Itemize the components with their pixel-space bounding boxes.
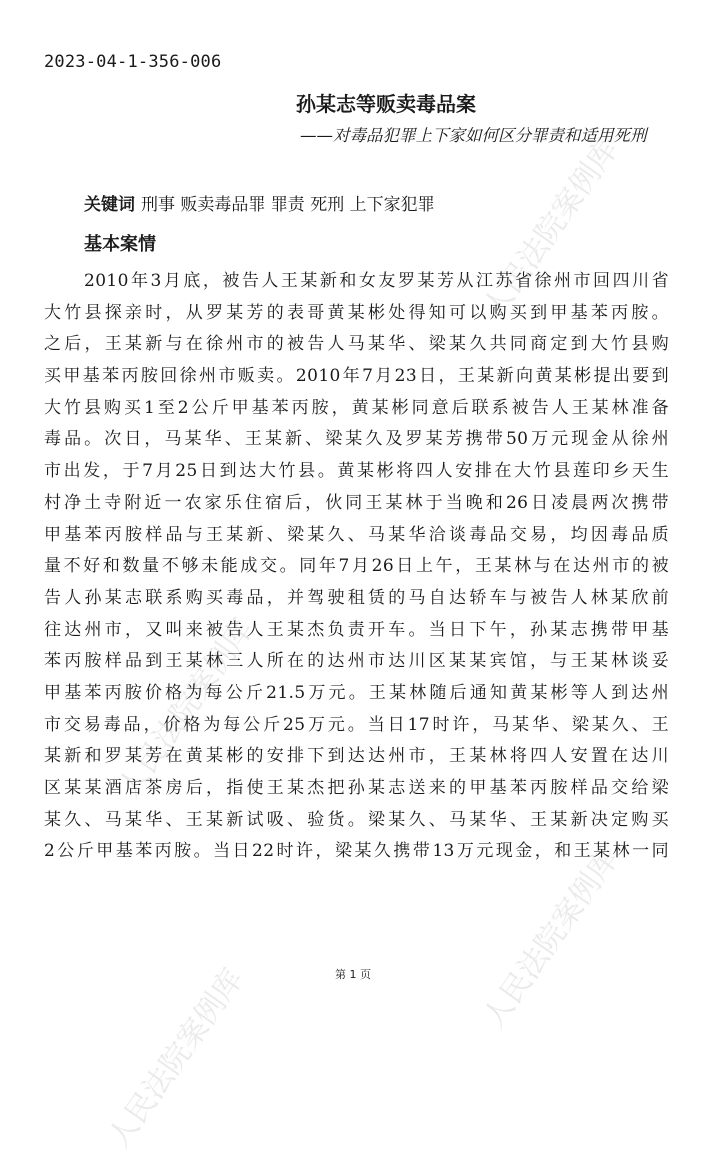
footer-prefix: 第 bbox=[335, 968, 346, 981]
body-line: 区某某酒店茶房后，指使王某杰把孙某志送来的甲基苯丙胺样品交给梁 bbox=[44, 778, 669, 798]
body-line: 村净土寺附近一农家乐住宿后，伙同王某林于当晚和26日凌晨两次携带 bbox=[44, 492, 669, 513]
body-line: 告人孙某志联系购买毒品，并驾驶租赁的马自达轿车与被告人林某欣前 bbox=[44, 587, 669, 608]
watermark: 人民法院案例库 bbox=[111, 612, 261, 805]
keywords-line bbox=[84, 190, 435, 215]
body-line: 2公斤甲基苯丙胺。当日22时许，梁某久携带13万元现金，和王某林一同 bbox=[44, 841, 669, 862]
page-footer bbox=[0, 966, 706, 982]
body-line: 往达州市，又叫来被告人王某杰负责开车。当日下午，孙某志携带甲基 bbox=[44, 619, 669, 640]
watermark: 人民法院案例库 bbox=[101, 962, 251, 1155]
body-paragraph bbox=[44, 266, 669, 868]
body-line: 量不好和数量不够未能成交。同年7月26日上午，王某林与在达州市的被 bbox=[44, 556, 669, 577]
body-line: 某久、马某华、王某新试吸、验货。梁某久、马某华、王某新决定购买 bbox=[44, 809, 669, 830]
section-heading: 基本案情 bbox=[84, 234, 156, 255]
body-line: 大竹县探亲时，从罗某芳的表哥黄某彬处得知可以购买到甲基苯丙胺。 bbox=[44, 302, 669, 323]
body-line: 甲基苯丙胺价格为每公斤21.5万元。王某林随后通知黄某彬等人到达州 bbox=[44, 682, 669, 703]
page-subtitle: ——对毒品犯罪上下家如何区分罪责和适用死刑 bbox=[300, 126, 647, 145]
body-line: 苯丙胺样品到王某林三人所在的达州市达川区某某宾馆，与王某林谈妥 bbox=[44, 651, 669, 672]
body-line: 市交易毒品，价格为每公斤25万元。当日17时许，马某华、梁某久、王 bbox=[44, 714, 669, 735]
body-line: 2010年3月底，被告人王某新和女友罗某芳从江苏省徐州市回四川省 bbox=[84, 271, 669, 291]
watermark: 人民法院案例库 bbox=[476, 132, 626, 325]
case-number: 2023-04-1-356-006 bbox=[44, 52, 222, 72]
body-line: 买甲基苯丙胺回徐州市贩卖。2010年7月23日，王某新向黄某彬提出要到 bbox=[44, 366, 669, 387]
body-line: 市出发，于7月25日到达大竹县。黄某彬将四人安排在大竹县莲印乡天生 bbox=[44, 461, 669, 482]
body-line: 某新和罗某芳在黄某彬的安排下到达达州市，王某林将四人安置在达川 bbox=[44, 746, 669, 767]
keywords-label: 关键词 bbox=[84, 195, 135, 215]
keywords-terms: 刑事 贩卖毒品罪 罪责 死刑 上下家犯罪 bbox=[141, 195, 435, 215]
body-line: 毒品。次日，马某华、王某新、梁某久及罗某芳携带50万元现金从徐州 bbox=[44, 429, 669, 450]
body-line: 甲基苯丙胺样品与王某新、梁某久、马某华洽谈毒品交易，均因毒品质 bbox=[44, 524, 669, 545]
watermark: 人民法院案例库 bbox=[476, 842, 626, 1035]
body-line: 之后，王某新与在徐州市的被告人马某华、梁某久共同商定到大竹县购 bbox=[44, 334, 669, 355]
page-number: 1 bbox=[349, 968, 357, 981]
body-line: 大竹县购买1至2公斤甲基苯丙胺，黄某彬同意后联系被告人王某林准备 bbox=[44, 397, 669, 418]
footer-suffix: 页 bbox=[360, 968, 371, 981]
page-title: 孙某志等贩卖毒品案 bbox=[296, 92, 476, 116]
